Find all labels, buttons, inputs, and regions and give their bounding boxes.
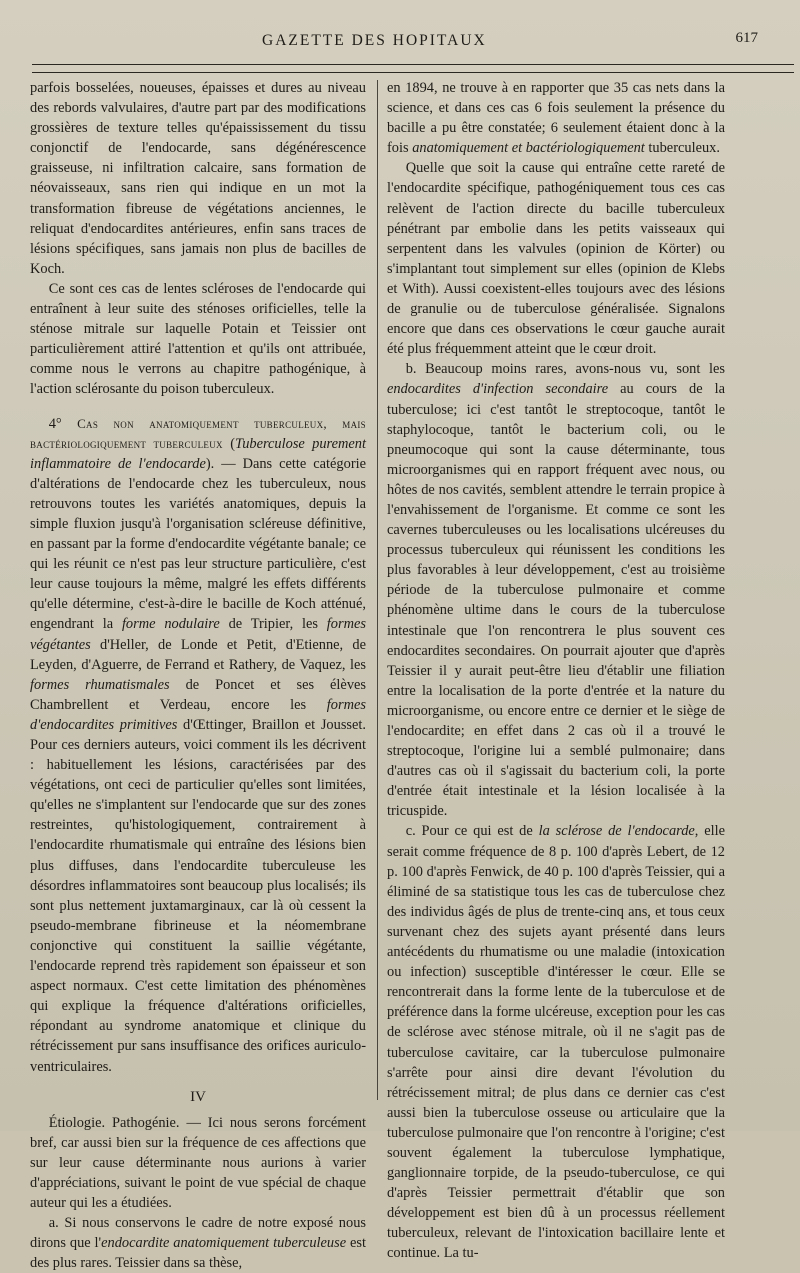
category-number: 4° [48, 415, 62, 432]
paragraph [387, 78, 725, 158]
italic-term: Tuberculose purement inflammatoire de l'endocarde [30, 435, 366, 472]
text-run: en 1894, ne trouve à en rapporter que 35 cas nets dans la science, et dans ces cas 6 fois seulement la présence du bacille a pu être constatée; 6 seulement étaient donc à la fois [387, 80, 725, 157]
right-column [387, 78, 725, 1264]
italic-term: formes végétantes [30, 616, 366, 653]
italic-term: forme nodulaire [121, 616, 220, 633]
italic-term: la sclérose de l'endocarde [538, 823, 695, 840]
left-column [30, 78, 366, 1273]
text-run: , elle serait comme fréquence de 8 p. 100 d'après Lebert, de 12 p. 100 d'après Fenwick, de 40 p. 100 d'après Teissier, qui a éliminé de sa statistique tous les cas de tuberculose chez des individus âgés de plus de trente-cinq ans, et tous ceux survenant chez des sujets ayant présenté dans leurs antécédents du rhumatisme ou une maladie (intoxication ou infection) susceptible d'intéresser le cœur. Elle se rencontrerait dans la forme lente de la tuberculose et de préférence dans la forme ulcéreuse, exception pour les cas de sclérose avec sténose mitrale, où il ne s'agit pas de tuberculose cavitaire, car la tuberculose pulmonaire s'arrête pour ainsi dire devant l'évolution du rétrécissement mitral; de plus dans ce dernier cas c'est aussi bien la tuberculose osseuse ou articulaire que la tuberculose pulmonaire que l'on rencontre à l'origine; c'est souvent également la tuberculose lymphatique, ganglionnaire torpide, de la pseudo-tuberculose, ce qui d'après Teissier permettrait d'établir que son développement est bien dû à un processus réellement tuberculeux, relevant de l'intoxication bacillaire lente et continue. La tu- [387, 823, 725, 1262]
paragraph-b [387, 359, 725, 821]
italic-term: formes rhumatismales [30, 676, 170, 693]
paragraph: parfois bosselées, noueuses, épaisses et dures au niveau des rebords valvulaires, d'autre part par des modifications grossières de texture telles qu'épaississement du tissu conjonctif de l'endocarde, sans dégénérescence graisseuse, ni infiltration calcaire, sans formation de néovaisseaux, sans rien qui indique en un mot la transformation fibreuse de végétations anciennes, le reliquat d'endocardites antérieures, enfin sans traces de lésions spécifiques, sans jamais non plus de bacilles de Koch. [30, 80, 366, 277]
italic-term: endocardite anatomiquement tuberculeuse [101, 1235, 347, 1252]
text-run: au cours de la tuberculose; ici c'est tantôt le streptocoque, tantôt le staphylocoque, tantôt le bacterium coli, ou le pneumocoque qui sont la cause déterminante, tous microorganismes qui en rapport fréquent avec nous, ou hôtes de nos cavités, semblent attendre le terrain propice à l'envahissement de l'organisme. Et comme ce sont les cavernes tuberculeuses ou les localisations ulcéreuses du processus tuberculeux qui réunissent les conditions les plus favorables à leur développement, c'est au troisième période de la tuberculose pulmonaire et comme phénomène ultime dans le cours de la tuberculose intestinale que l'on rencontrera le plus souvent ces endocardites secondaires. On pourrait ajouter que d'après Teissier il y aurait peut-être lieu d'établir une filiation entre la localisation de la porte d'entrée et la nature du microorganisme, ou encore entre ce dernier et le siège de l'endocardite; en effet dans 2 cas où il a trouvé le streptocoque, l'origine lui a semblé pulmonaire; dans d'autres cas où il s'agissait du bacterium coli, la porte d'entrée était intestinale et la lésion localisée à la tricuspide. [387, 381, 726, 820]
text-run: b. Beaucoup moins rares, avons-nous vu, sont les [405, 361, 725, 378]
section-number: IV [190, 1088, 206, 1105]
running-header: GAZETTE DES HOPITAUX [262, 32, 487, 49]
text-run: est des plus rares. Teissier dans sa thèse, [30, 1235, 366, 1272]
text-run: ). — Dans cette catégorie d'altérations de l'endocarde chez les tuberculeux, nous retrouvons toutes les variétés anatomiques, depuis la simple fluxion jusqu'à l'organisation scléreuse définitive, en passant par la forme d'endocardite végétante banale; ce qui les réunit ce n'est pas leur structure particulière, c'est leur cause toujours la même, malgré les effets différents qu'elle détermine, c'est-à-dire le bacille de Koch atténué, engendrant la [30, 455, 366, 633]
text-run: d'Œttinger, Braillon et Jousset. Pour ces derniers auteurs, voici comment ils les décrivent : habituellement les lésions, caractérisées par des végétations, ont ceci de particulier qu'elles sont limitées, qu'elles ne s'implantent sur l'endocarde que sur des zones restreintes, qu'histologiquement, contrairement à l'endocardite rhumatismale qui entraîne des lésions bien plus diffuses, dans l'endocardite tuberculeuse les désordres inflammatoires sont beaucoup plus localisés; ils sont plus nettement juxtamarginaux, car là où cessent la pseudo-membrane fibrineuse et la néomembrane conjonctive qui constituent la saillie végétante, l'endocarde reprend très rapidement son épaisseur et son aspect normaux. C'est cette limitation des phénomènes qui explique la fréquence d'altérations orificielles, répondant au syndrome anatomique et clinique du rétrécissement pur sans insuffisance des orifices auriculo-ventriculaires. [30, 716, 366, 1075]
text-run: de Tripier, les [228, 616, 318, 633]
column-divider [377, 80, 378, 1100]
text-run: a. Si nous conservons le cadre de notre exposé nous dirons que l' [30, 1215, 366, 1252]
header-rule-secondary [32, 72, 794, 73]
page-number: 617 [735, 30, 758, 46]
paragraph: Quelle que soit la cause qui entraîne cette rareté de l'endocardite spécifique, pathogéniquement tous ces cas relèvent de l'action directe du bacille tuberculeux pénétrant par embolie dans les petits vaisseaux qui serpentent dans les valvules (opinion de Körter) ou s'implantant tout simplement sur elles (opinion de Klebs et With). Aussi coexistent-elles toujours avec des lésions de granulie ou de tuberculose généralisée. Signalons encore que dans ces observations le cœur gauche aurait été plus fréquemment atteint que le cœur droit. [387, 160, 725, 358]
text-run: ( [230, 435, 235, 452]
text-run: tuberculeux. [648, 140, 720, 157]
paragraph-etiology: Étiologie. Pathogénie. — Ici nous serons forcément bref, car aussi bien sur la fréquence de ces affections que sur leur cause déterminante nous aurions à varier d'appréciations, suivant le point de vue spécial de chaque auteur qui les a étudiées. [30, 1114, 366, 1212]
paragraph-a [30, 1213, 366, 1273]
text-run: d'Heller, de Londe et Petit, d'Etienne, de Leyden, d'Aguerre, de Ferrand et Rathery, de Vaquez, les [30, 636, 366, 673]
text-run: c. Pour ce qui est de [405, 823, 533, 840]
paragraph: Ce sont ces cas de lentes scléroses de l'endocarde qui entraînent à leur suite des sténoses orificielles, telle la sténose mitrale sur laquelle Potain et Teissier ont particulièrement attiré l'attention et qu'ils ont attribuée, comme nous le verrons au chapitre pathogénique, à l'action sclérosante du poison tuberculeux. [30, 280, 366, 398]
text-run: de Poncet et ses élèves Chambrellent et Verdeau, encore les [30, 676, 366, 713]
italic-term: anatomiquement et bactériologiquement [412, 140, 645, 157]
header-rule [32, 64, 794, 65]
italic-term: endocardites d'infection secondaire [387, 381, 609, 398]
paragraph-category-4 [30, 414, 366, 1077]
category-heading: Cas non anatomiquement tuberculeux, mais bactériologiquement tuberculeux [30, 415, 366, 451]
paragraph-c [387, 821, 725, 1263]
italic-term: formes d'endocardites primitives [30, 696, 366, 733]
